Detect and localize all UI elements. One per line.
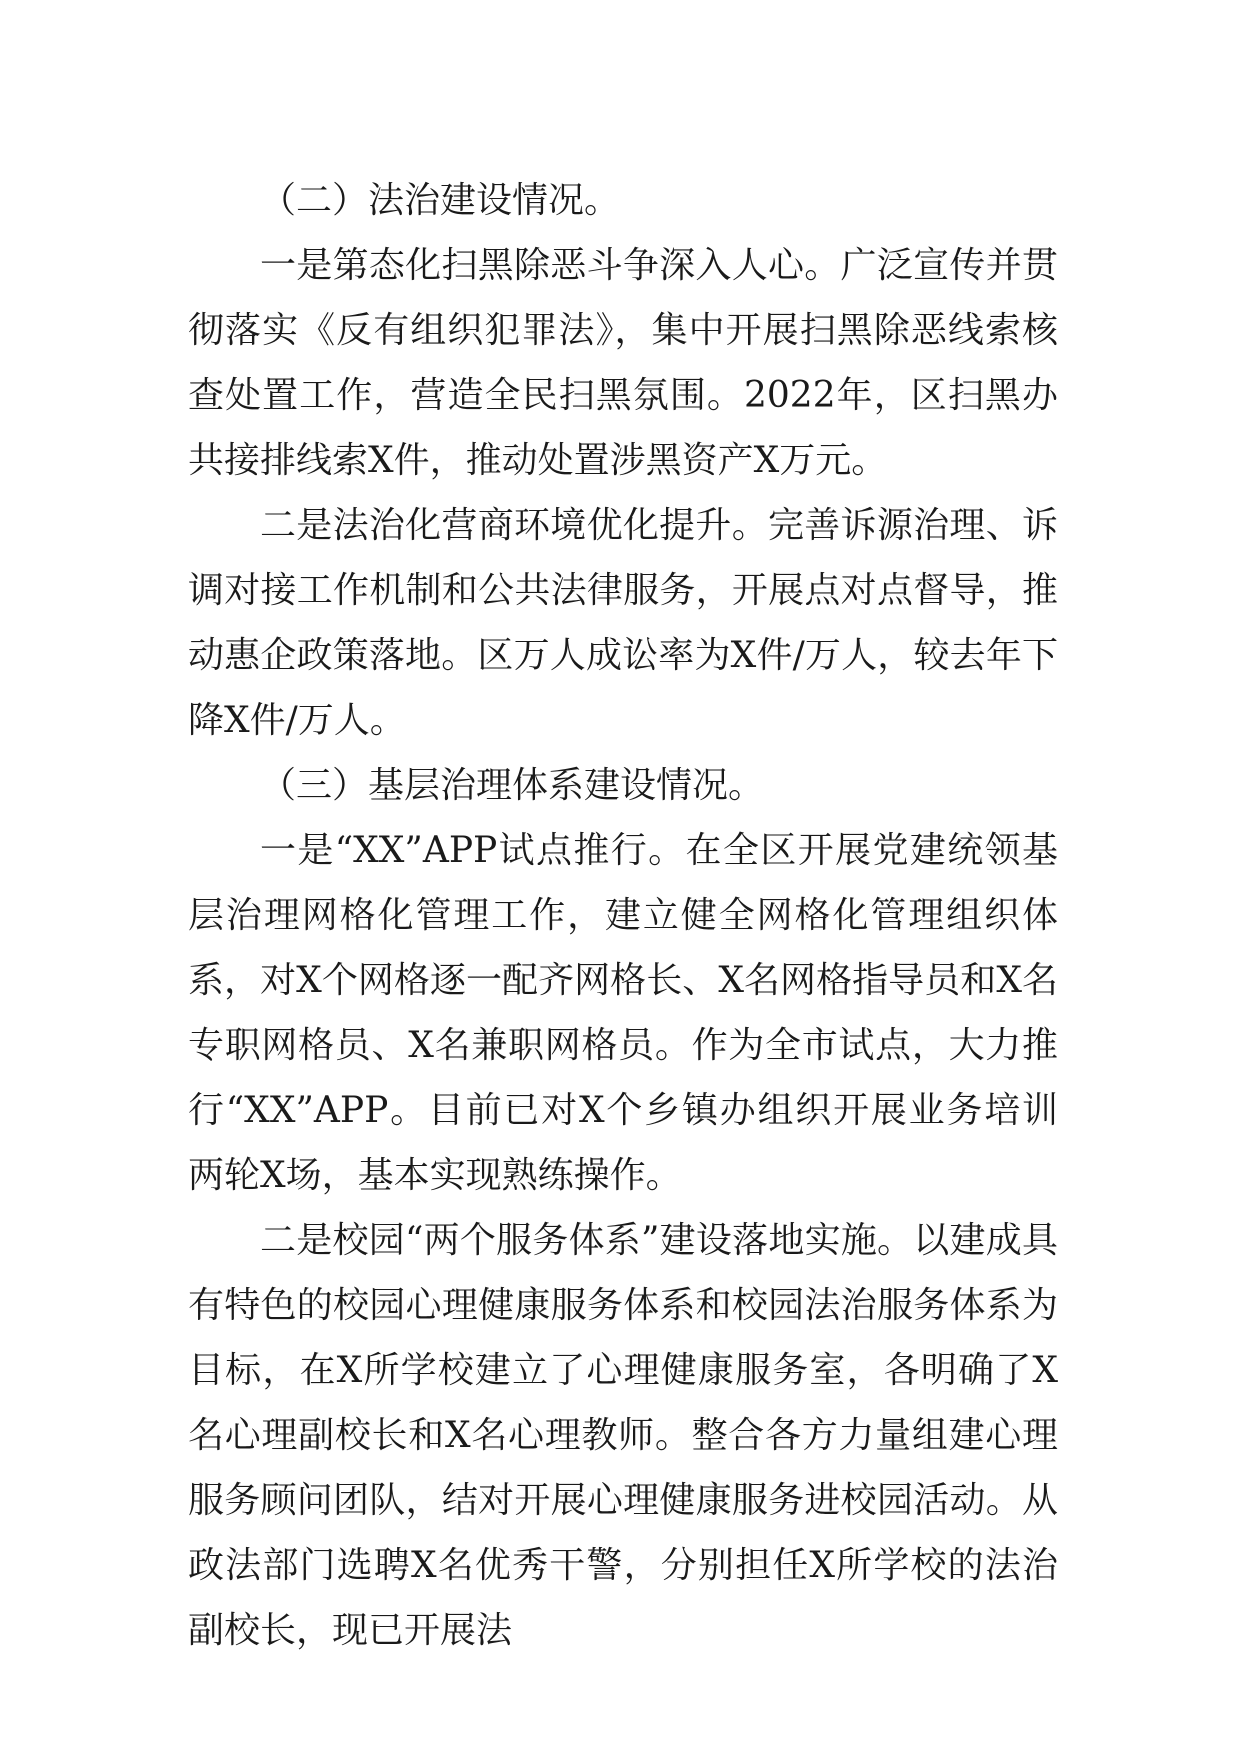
section-heading-rule-of-law: （二）法治建设情况。: [260, 180, 621, 221]
section-heading-grassroots-governance: （三）基层治理体系建设情况。: [260, 765, 765, 806]
paragraph-app-pilot: 一是“XX”APP试点推行。在全区开展党建统领基层治理网格化管理工作，建立健全网格化管理组织体系，对X个网格逐一配齐网格长、X名网格指导员和X名专职网格员、X名兼职网格员。作为全市试点，大力推行“XX”APP。目前已对X个乡镇办组织开展业务培训两轮X场，基本实现熟练操作。: [188, 830, 1058, 1196]
paragraph-campus-service: 二是校园“两个服务体系”建设落地实施。以建成具有特色的校园心理健康服务体系和校园法治服务体系为目标，在X所学校建立了心理健康服务室，各明确了X名心理副校长和X名心理教师。整合各方力量组建心理服务顾问团队，结对开展心理健康服务进校园活动。从政法部门选聘X名优秀干警，分别担任X所学校的法治副校长，现已开展法: [188, 1220, 1058, 1651]
paragraph-anti-crime: 一是第态化扫黑除恶斗争深入人心。广泛宣传并贯彻落实《反有组织犯罪法》，集中开展扫黑除恶线索核查处置工作，营造全民扫黑氛围。2022年，区扫黑办共接排线索X件，推动处置涉黑资产X万元。: [188, 245, 1058, 481]
document-body: [188, 168, 1058, 1663]
paragraph-business-environment: 二是法治化营商环境优化提升。完善诉源治理、诉调对接工作机制和公共法律服务，开展点对点督导，推动惠企政策落地。区万人成讼率为X件/万人，较去年下降X件/万人。: [188, 505, 1058, 741]
